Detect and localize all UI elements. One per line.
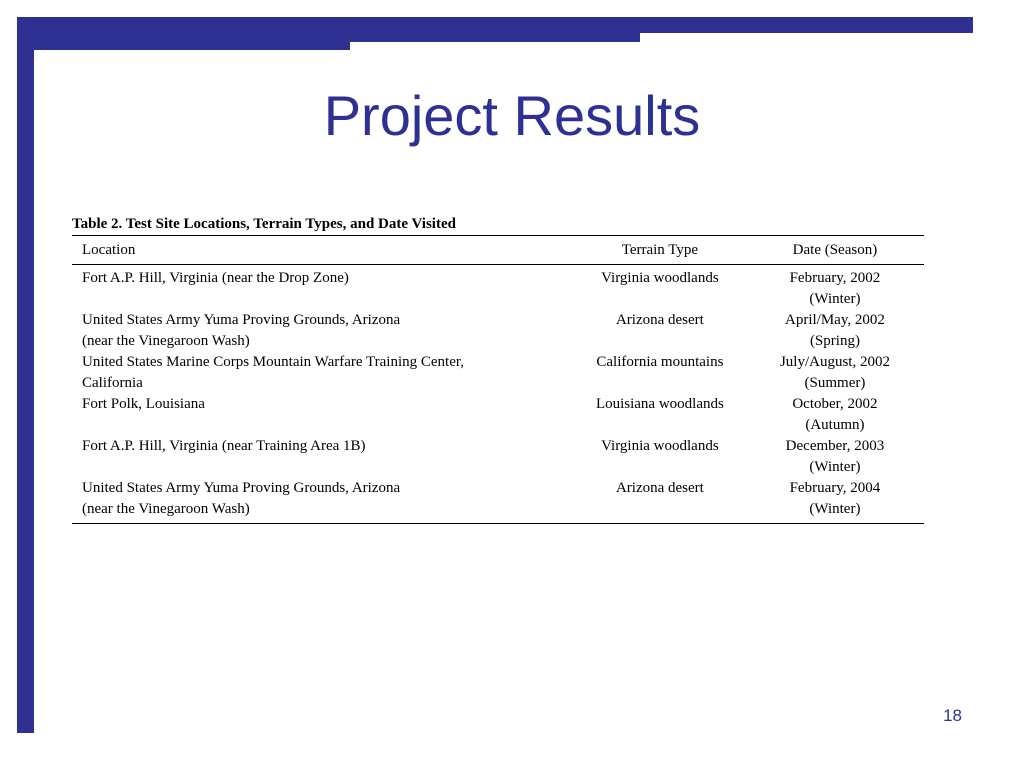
table-header-row [72, 236, 924, 265]
location-line: (near the Vinegaroon Wash) [82, 333, 250, 349]
location-line: California [82, 375, 143, 391]
location-line: United States Marine Corps Mountain Warfare Training Center, [82, 354, 465, 370]
table-row [72, 478, 924, 524]
date-line: (Autumn) [805, 417, 865, 433]
table-row [72, 436, 924, 478]
date-line: (Winter) [809, 501, 861, 517]
date-line: (Winter) [809, 459, 861, 475]
date-line: July/August, 2002 [779, 354, 890, 370]
table-row [72, 352, 924, 394]
cell-terrain-type: Virginia woodlands [601, 270, 719, 286]
date-line: April/May, 2002 [785, 312, 885, 328]
table-body [72, 265, 924, 524]
date-line: (Winter) [809, 291, 861, 307]
cell-location [72, 265, 574, 311]
header-location: Location [72, 236, 574, 265]
location-line: Fort A.P. Hill, Virginia (near Training Area 1B) [82, 438, 366, 454]
location-line: Fort A.P. Hill, Virginia (near the Drop Zone) [82, 270, 349, 286]
test-site-table [72, 235, 924, 524]
header-date-season: Date (Season) [746, 236, 924, 265]
header-terrain-type: Terrain Type [574, 236, 746, 265]
cell-date-season [746, 352, 924, 394]
page-number: 18 [943, 706, 962, 725]
cell-date-season [746, 265, 924, 311]
location-line: United States Army Yuma Proving Grounds, Arizona [82, 312, 401, 328]
top-frame-bar-step-2 [17, 17, 350, 50]
cell-location [72, 352, 574, 394]
date-line: December, 2003 [785, 438, 885, 454]
cell-terrain-type: Louisiana woodlands [595, 396, 724, 412]
location-line: Fort Polk, Louisiana [82, 396, 205, 412]
slide-title: Project Results [323, 84, 701, 147]
cell-location [72, 436, 574, 478]
table-row [72, 265, 924, 311]
cell-terrain-type: Arizona desert [615, 312, 704, 328]
date-line: October, 2002 [792, 396, 878, 412]
cell-terrain-type: Virginia woodlands [601, 438, 719, 454]
cell-date-season [746, 478, 924, 524]
date-line: (Summer) [804, 375, 866, 391]
location-line: (near the Vinegaroon Wash) [82, 501, 250, 517]
location-line: United States Army Yuma Proving Grounds, Arizona [82, 480, 401, 496]
cell-date-season [746, 394, 924, 436]
cell-terrain-type: Arizona desert [615, 480, 704, 496]
cell-date-season [746, 436, 924, 478]
table-row [72, 394, 924, 436]
table-row [72, 310, 924, 352]
date-line: February, 2004 [789, 480, 881, 496]
table-caption: Table 2. Test Site Locations, Terrain Types, and Date Visited [72, 216, 456, 232]
cell-location [72, 310, 574, 352]
cell-date-season [746, 310, 924, 352]
results-table-block [72, 214, 924, 524]
date-line: February, 2002 [789, 270, 881, 286]
cell-terrain-type: California mountains [596, 354, 724, 370]
cell-location [72, 394, 574, 436]
date-line: (Spring) [809, 333, 860, 349]
cell-location [72, 478, 574, 524]
